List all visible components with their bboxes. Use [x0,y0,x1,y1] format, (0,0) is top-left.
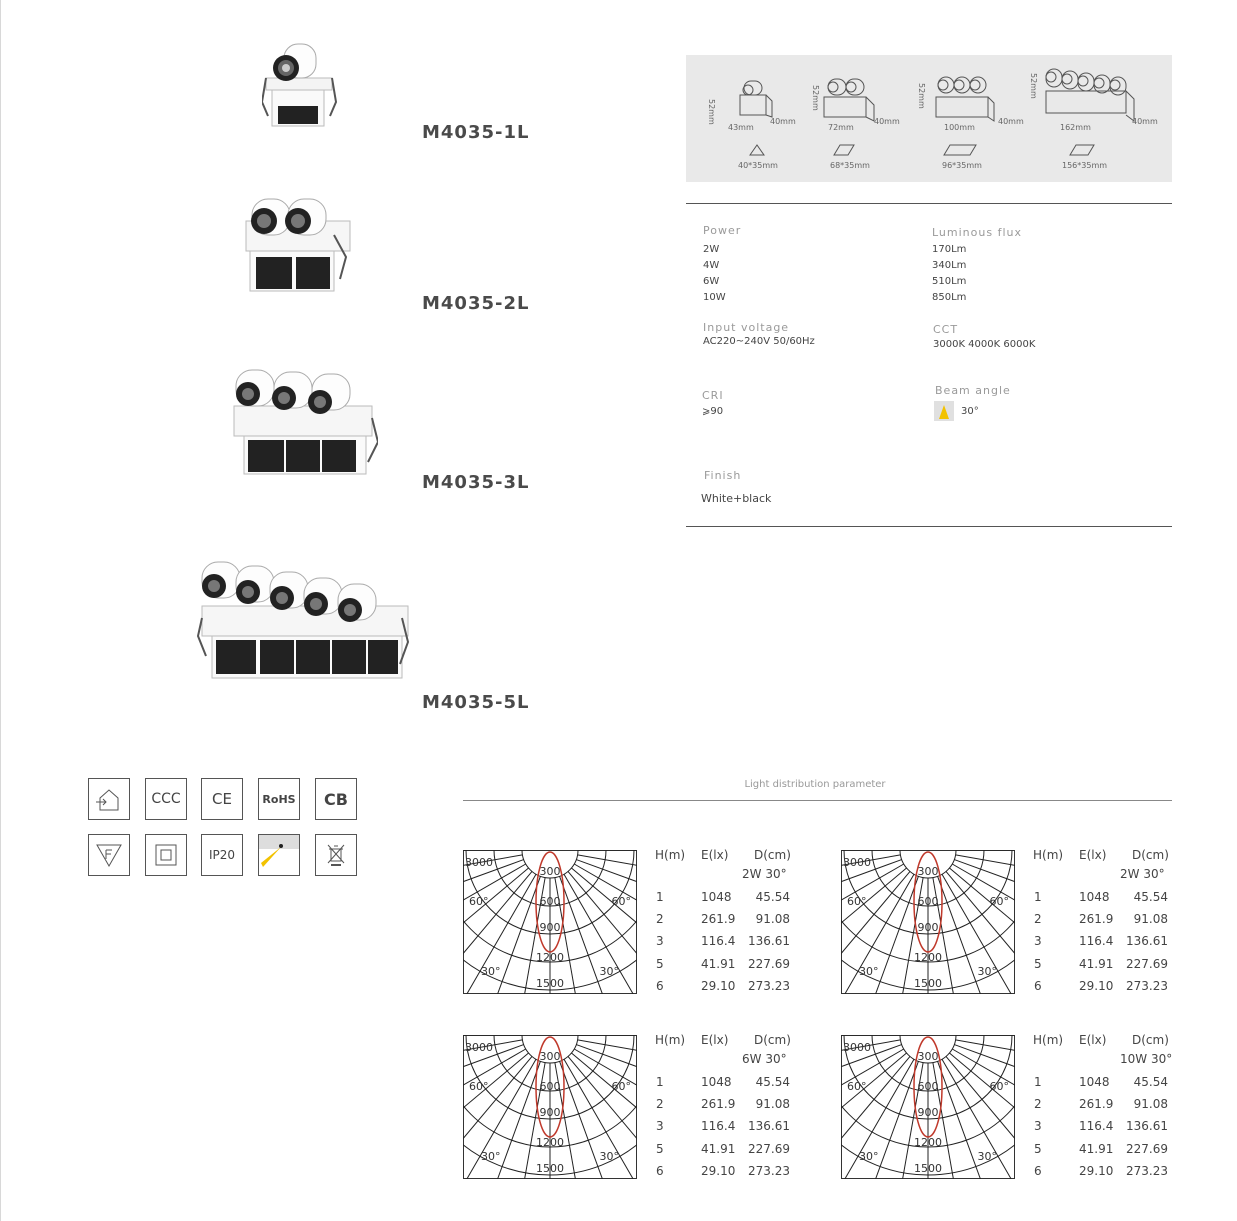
finish-value: White+black [701,492,772,505]
polar-label: 30° [859,965,879,978]
row-diameter: 136.61 [748,1119,790,1134]
polar-label: 3000 [465,1041,493,1054]
polar-label: 30° [599,1150,619,1163]
header-e: E(lx) [701,1033,729,1047]
polar-label: 300 [539,1050,561,1063]
polar-label: 300 [917,865,939,878]
row-illuminance: 1048 [1079,890,1110,904]
power-values: 2W 4W 6W 10W [703,244,726,303]
row-diameter: 136.61 [1126,1119,1168,1134]
row-illuminance: 261.9 [701,912,736,927]
dimension-drawing [736,77,776,121]
depth-label: 40mm [874,117,900,126]
beam-angle-icon [934,401,954,421]
table-caption: 6W 30° [742,1052,787,1066]
polar-label: 30° [859,1150,879,1163]
row-height: 6 [656,978,664,993]
polar-label: 30° [481,965,501,978]
height-label: 52mm [811,85,820,111]
product-image-5l [196,560,412,684]
dimension-panel [686,55,1172,182]
row-height: 1 [1034,1075,1042,1089]
rohs-mark: RoHS [258,778,300,820]
polar-label: 60° [847,895,867,908]
width-label: 100mm [944,123,975,132]
width-label: 162mm [1060,123,1091,132]
header-d: D(cm) [1132,1033,1169,1047]
polar-label: 60° [847,1080,867,1093]
cutout-label: 156*35mm [1062,161,1108,170]
row-height: 2 [1034,912,1042,927]
cutout-icon [1068,143,1096,157]
light-distribution-title: Light distribution parameter [744,779,886,790]
table-caption: 10W 30° [1120,1052,1173,1066]
row-height: 2 [656,1097,664,1112]
row-diameter: 273.23 [748,978,790,993]
row-diameter: 227.69 [748,1141,790,1156]
dimension-drawing [932,73,998,123]
f-mark-icon [88,834,130,876]
header-d: D(cm) [754,1033,791,1047]
house-arrow-icon [88,778,130,820]
row-diameter: 227.69 [748,956,790,971]
polar-label: 60° [989,1080,1009,1093]
cutout-icon [748,143,766,157]
header-e: E(lx) [1079,848,1107,862]
row-illuminance: 41.91 [1079,1141,1114,1156]
cct-value: 3000K 4000K 6000K [933,339,1036,350]
power-label: Power [703,224,742,237]
polar-label: 1200 [914,1136,942,1149]
model-name: M4035-1L [422,122,530,143]
table-caption: 2W 30° [1120,867,1165,881]
row-diameter: 91.08 [1133,912,1168,927]
row-height: 1 [656,1075,664,1089]
beam-value: 30° [961,406,979,417]
polar-label: 1200 [536,1136,564,1149]
depth-label: 40mm [1132,117,1158,126]
polar-label: 3000 [843,856,871,869]
row-illuminance: 29.10 [701,978,736,993]
row-height: 3 [656,934,664,949]
polar-label: 60° [469,895,489,908]
ce-mark: CE [201,778,243,820]
row-height: 2 [1034,1097,1042,1112]
row-diameter: 136.61 [748,934,790,949]
polar-diagram [841,1035,1015,1179]
polar-label: 600 [917,1080,939,1093]
row-height: 5 [1034,1141,1042,1156]
header-h: H(m) [655,848,686,862]
row-illuminance: 29.10 [701,1163,736,1178]
row-height: 3 [1034,1119,1042,1134]
flux-label: Luminous flux [932,226,1022,239]
row-illuminance: 116.4 [701,934,736,949]
header-d: D(cm) [754,848,791,862]
row-height: 3 [656,1119,664,1134]
row-illuminance: 1048 [701,1075,732,1089]
row-height: 1 [1034,890,1042,904]
row-diameter: 45.54 [755,890,790,904]
no-disposal-icon [315,834,357,876]
polar-label: 3000 [465,856,493,869]
polar-label: 1500 [536,977,564,990]
row-height: 6 [1034,1163,1042,1178]
row-diameter: 45.54 [1133,1075,1168,1089]
row-diameter: 91.08 [755,1097,790,1112]
polar-label: 1200 [914,951,942,964]
row-diameter: 273.23 [748,1163,790,1178]
dimension-drawing [1042,65,1138,125]
spec-bottom-rule [686,526,1172,527]
polar-diagram [463,1035,637,1179]
row-diameter: 91.08 [1133,1097,1168,1112]
polar-label: 900 [917,921,939,934]
row-diameter: 45.54 [755,1075,790,1089]
height-label: 52mm [1029,73,1038,99]
cutout-icon [942,143,978,157]
row-height: 5 [656,956,664,971]
model-name: M4035-2L [422,293,530,314]
row-diameter: 45.54 [1133,890,1168,904]
polar-label: 300 [917,1050,939,1063]
row-height: 6 [656,1163,664,1178]
product-image-3l [228,366,378,476]
polar-label: 1500 [914,977,942,990]
voltage-value: AC220~240V 50/60Hz [703,336,815,347]
row-height: 5 [1034,956,1042,971]
row-diameter: 227.69 [1126,1141,1168,1156]
beam-spot-icon [258,834,300,876]
cri-label: CRI [702,389,724,402]
row-illuminance: 116.4 [1079,934,1114,949]
depth-label: 40mm [998,117,1024,126]
row-illuminance: 261.9 [1079,1097,1114,1112]
width-label: 72mm [828,123,854,132]
row-diameter: 91.08 [755,912,790,927]
cutout-label: 40*35mm [738,161,778,170]
polar-label: 1200 [536,951,564,964]
beam-label: Beam angle [935,384,1011,397]
row-diameter: 136.61 [1126,934,1168,949]
header-h: H(m) [655,1033,686,1047]
row-illuminance: 116.4 [701,1119,736,1134]
polar-label: 60° [469,1080,489,1093]
polar-label: 900 [539,921,561,934]
polar-label: 30° [599,965,619,978]
light-distribution-rule [463,800,1172,801]
cb-mark: CB [315,778,357,820]
row-height: 6 [1034,978,1042,993]
polar-label: 1500 [914,1162,942,1175]
header-h: H(m) [1033,848,1064,862]
row-illuminance: 116.4 [1079,1119,1114,1134]
flux-values: 170Lm 340Lm 510Lm 850Lm [932,244,967,303]
row-illuminance: 261.9 [1079,912,1114,927]
cct-label: CCT [933,323,959,336]
polar-label: 30° [977,1150,997,1163]
polar-label: 30° [481,1150,501,1163]
spec-top-rule [686,203,1172,204]
ip20-mark: IP20 [201,834,243,876]
dimension-drawing [820,75,878,123]
polar-label: 600 [539,895,561,908]
row-diameter: 227.69 [1126,956,1168,971]
cutout-label: 68*35mm [830,161,870,170]
width-label: 43mm [728,123,754,132]
polar-label: 3000 [843,1041,871,1054]
polar-label: 900 [539,1106,561,1119]
polar-label: 300 [539,865,561,878]
finish-label: Finish [704,469,742,482]
depth-label: 40mm [770,117,796,126]
header-e: E(lx) [701,848,729,862]
row-diameter: 273.23 [1126,978,1168,993]
polar-label: 900 [917,1106,939,1119]
row-illuminance: 1048 [701,890,732,904]
table-caption: 2W 30° [742,867,787,881]
polar-diagram [841,850,1015,994]
cutout-label: 96*35mm [942,161,982,170]
model-name: M4035-5L [422,692,530,713]
height-label: 52mm [917,83,926,109]
cutout-icon [832,143,856,157]
class-ii-icon [145,834,187,876]
polar-label: 60° [989,895,1009,908]
row-illuminance: 41.91 [701,1141,736,1156]
polar-label: 30° [977,965,997,978]
row-height: 3 [1034,934,1042,949]
row-height: 2 [656,912,664,927]
row-height: 1 [656,890,664,904]
row-illuminance: 29.10 [1079,978,1114,993]
row-illuminance: 261.9 [701,1097,736,1112]
page-left-border [0,0,1,1221]
row-illuminance: 29.10 [1079,1163,1114,1178]
ccc-mark: CCC [145,778,187,820]
row-illuminance: 41.91 [1079,956,1114,971]
voltage-label: Input voltage [703,321,790,334]
header-d: D(cm) [1132,848,1169,862]
polar-label: 60° [611,895,631,908]
polar-label: 60° [611,1080,631,1093]
row-height: 5 [656,1141,664,1156]
row-illuminance: 41.91 [701,956,736,971]
polar-label: 600 [917,895,939,908]
polar-label: 600 [539,1080,561,1093]
product-image-2l [240,195,356,295]
product-image-1l [262,40,338,130]
model-name: M4035-3L [422,472,530,493]
height-label: 52mm [707,99,716,125]
cri-value: ⩾90 [702,406,724,417]
polar-label: 1500 [536,1162,564,1175]
header-h: H(m) [1033,1033,1064,1047]
header-e: E(lx) [1079,1033,1107,1047]
row-illuminance: 1048 [1079,1075,1110,1089]
row-diameter: 273.23 [1126,1163,1168,1178]
polar-diagram [463,850,637,994]
